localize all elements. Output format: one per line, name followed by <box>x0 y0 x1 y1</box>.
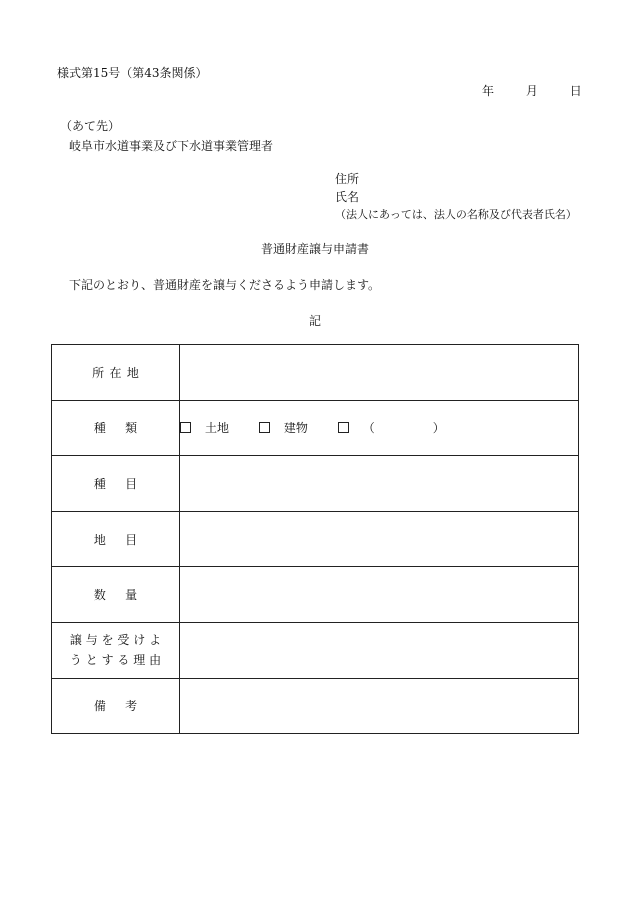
type-label-cell <box>52 400 180 456</box>
ki-heading: 記 <box>308 314 321 328</box>
category-label-cell <box>52 456 180 512</box>
applicant-note: （法人にあっては、法人の名称及び代表者氏名） <box>335 208 577 221</box>
other-close-paren: ） <box>432 421 445 436</box>
quantity-label: 数量 <box>93 588 157 603</box>
year-label: 年 <box>482 84 495 98</box>
table-row-reason <box>52 622 579 678</box>
location-label: 所在地 <box>92 365 145 380</box>
table-row-location <box>52 345 579 401</box>
addressee-name: 岐阜市水道事業及び下水道事業管理者 <box>69 139 274 153</box>
form-number: 様式第15号（第43条関係） <box>57 66 208 80</box>
addressee-heading: （あて先） <box>60 119 121 133</box>
quantity-field[interactable] <box>180 567 579 623</box>
category-label: 種目 <box>93 476 157 491</box>
building-checkbox[interactable] <box>259 422 270 433</box>
remarks-label: 備考 <box>93 699 157 714</box>
table-row-category <box>52 456 579 512</box>
type-option-land[interactable] <box>180 419 229 436</box>
document-title: 普通財産譲与申請書 <box>260 242 369 256</box>
application-table <box>51 344 579 734</box>
land-label: 土地 <box>205 421 230 436</box>
land-category-label: 地目 <box>93 532 157 547</box>
applicant-address-label: 住所 <box>335 172 360 186</box>
remarks-label-cell <box>52 678 180 734</box>
remarks-field[interactable] <box>180 678 579 734</box>
applicant-name-label: 氏名 <box>335 190 360 204</box>
document-intro: 下記のとおり、普通財産を譲与くださるよう申請します。 <box>69 278 381 292</box>
reason-label-line2: うとする理由 <box>69 653 165 668</box>
type-label: 種類 <box>93 421 157 436</box>
reason-field[interactable] <box>180 622 579 678</box>
building-label: 建物 <box>283 421 308 436</box>
quantity-label-cell <box>52 567 180 623</box>
type-option-other[interactable] <box>338 419 445 436</box>
table-row-land-category <box>52 511 579 567</box>
location-field[interactable] <box>180 345 579 401</box>
land-category-label-cell <box>52 511 180 567</box>
month-label: 月 <box>525 84 538 98</box>
table-row-remarks <box>52 678 579 734</box>
reason-label-line1: 譲与を受けよ <box>69 633 165 648</box>
table-row-type <box>52 400 579 456</box>
category-field[interactable] <box>180 456 579 512</box>
other-checkbox[interactable] <box>338 422 349 433</box>
reason-label-cell <box>52 622 180 678</box>
location-label-cell <box>52 345 180 401</box>
type-field <box>180 400 579 456</box>
type-option-building[interactable] <box>259 419 308 436</box>
other-open-paren: （ <box>362 421 375 436</box>
date-line <box>482 82 582 99</box>
day-label: 日 <box>569 84 582 98</box>
land-category-field[interactable] <box>180 511 579 567</box>
land-checkbox[interactable] <box>180 422 191 433</box>
table-row-quantity <box>52 567 579 623</box>
